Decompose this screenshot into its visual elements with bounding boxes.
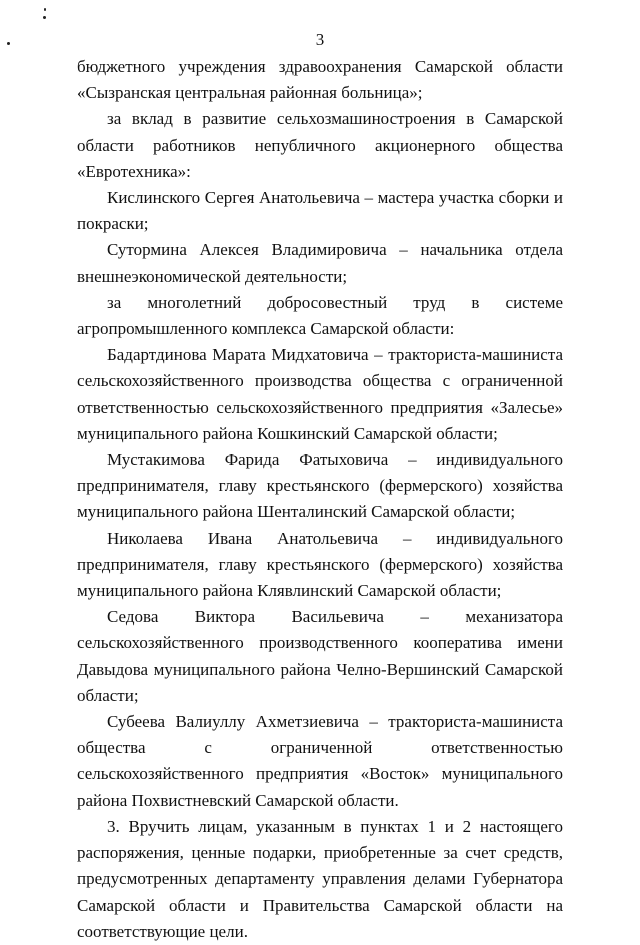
scan-speck	[43, 16, 46, 19]
paragraph-nominee: Субеева Валиуллу Ахметзиевича – тракториста-машиниста общества с ограниченной ответственностью сельскохозяйственного предприятия «Восток» муниципального района Похвистневский Самарской области.	[77, 712, 563, 810]
paragraph-continuation: бюджетного учреждения здравоохранения Самарской области «Сызранская центральная районная больница»;	[77, 57, 563, 103]
paragraph-award-reason: за вклад в развитие сельхозмашиностроения в Самарской области работников непубличного акционерного общества «Евротехника»:	[77, 109, 563, 181]
scan-speck	[44, 8, 46, 11]
page-number: 3	[315, 30, 325, 49]
paragraph-nominee: Сутормина Алексея Владимировича – начальника отдела внешнеэкономической деятельности;	[77, 240, 563, 286]
paragraph-nominee: Николаева Ивана Анатольевича – индивидуального предпринимателя, главу крестьянского (фермерского) хозяйства муниципального района Клявлинский Самарской области;	[77, 528, 563, 601]
paragraph-award-reason: за многолетний добросовестный труд в системе агропромышленного комплекса Самарской области:	[77, 292, 563, 339]
paragraph-nominee: Мустакимова Фарида Фатыховича – индивидуального предпринимателя, главу крестьянского (фермерского) хозяйства муниципального района Шенталинский Самарской области;	[77, 450, 563, 522]
document-body	[77, 54, 563, 945]
paragraph-nominee: Седова Виктора Васильевича – механизатора сельскохозяйственного производственного кооператива имени Давыдова муниципального района Челно-Вершинский Самарской области;	[77, 607, 563, 705]
paragraph-nominee: Бадартдинова Марата Мидхатовича – тракториста-машиниста сельскохозяйственного производства общества с ограниченной ответственностью сельскохозяйственного предприятия «Залесье» муниципального района Кошкинский Самарской области;	[77, 345, 563, 443]
paragraph-nominee: Кислинского Сергея Анатольевича – мастера участка сборки и покраски;	[77, 188, 563, 234]
paragraph-clause-3: 3. Вручить лицам, указанным в пунктах 1 и 2 настоящего распоряжения, ценные подарки, приобретенные за счет средств, предусмотренных департаменту управления делами Губернатора Самарской области и Правительства Самарской области на соответствующие цели.	[77, 816, 563, 941]
